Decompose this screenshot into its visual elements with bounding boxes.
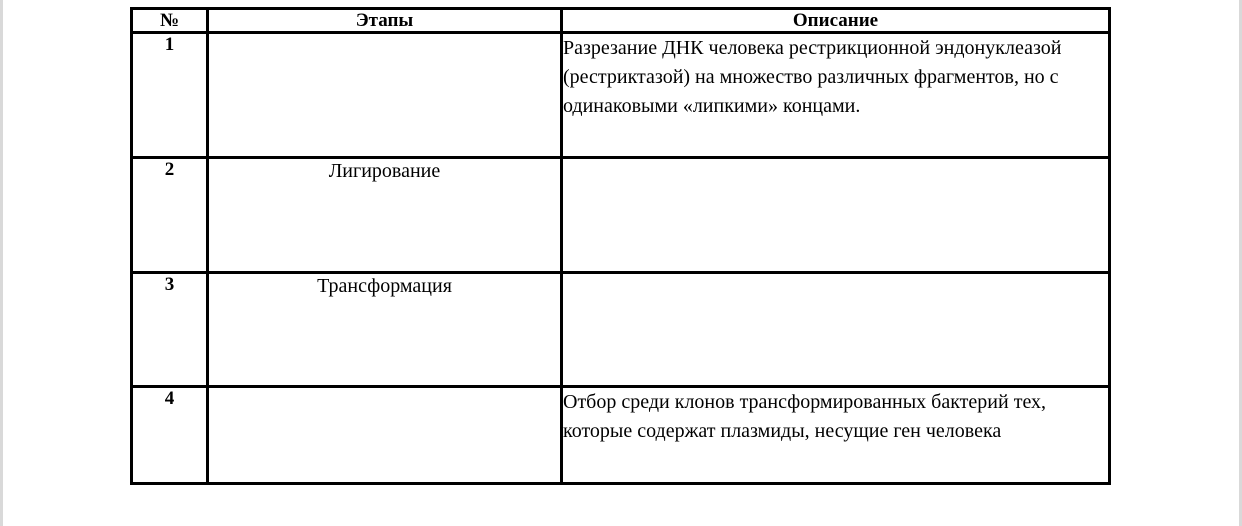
table-row (132, 158, 1110, 273)
table-row (132, 387, 1110, 484)
stage-cell[interactable] (208, 158, 562, 273)
stage-cell[interactable] (208, 273, 562, 387)
description-cell[interactable] (562, 387, 1110, 484)
description-cell[interactable] (562, 273, 1110, 387)
table-row (132, 273, 1110, 387)
description-text: Разрезание ДНК человека рестрикционной эндонуклеазой (рестриктазой) на множество различных фрагментов, но с одинаковыми «липкими» концами. (563, 37, 1062, 117)
row-number: 2 (132, 158, 208, 273)
description-cell[interactable] (562, 158, 1110, 273)
stage-cell[interactable] (208, 387, 562, 484)
stage-cell[interactable] (208, 33, 562, 158)
stages-table (130, 7, 1111, 485)
description-cell[interactable] (562, 33, 1110, 158)
header-number: № (132, 9, 208, 33)
row-number: 1 (132, 33, 208, 158)
header-description: Описание (562, 9, 1110, 33)
table-header-row (132, 9, 1110, 33)
page-left-edge (0, 0, 3, 526)
description-text: Отбор среди клонов трансформированных бактерий тех, которые содержат плазмиды, несущие ген человека (563, 391, 1047, 442)
stage-text: Лигирование (328, 160, 441, 182)
stage-text: Трансформация (317, 275, 452, 297)
table-row (132, 33, 1110, 158)
header-stage: Этапы (208, 9, 562, 33)
row-number: 3 (132, 273, 208, 387)
row-number: 4 (132, 387, 208, 484)
